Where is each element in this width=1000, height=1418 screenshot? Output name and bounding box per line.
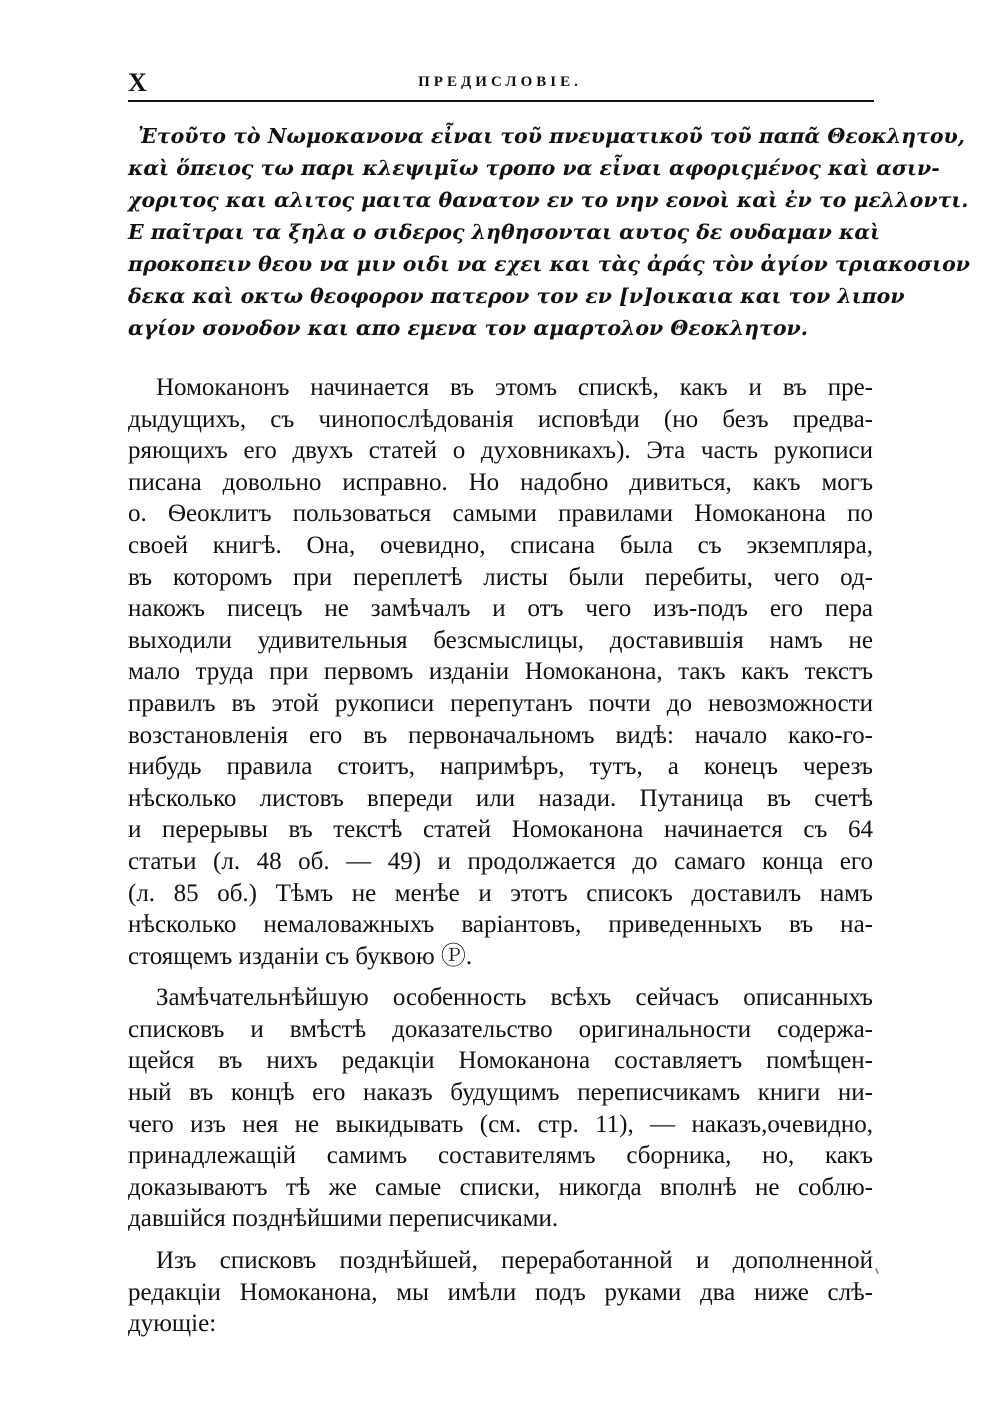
greek-line: αγίον σονοδον και απο εμενα τον αμαρτολον Θεοκλητον. [128, 316, 808, 340]
text-line: щейся въ нихъ редакціи Номоканона составляетъ помѣщен- [128, 1047, 873, 1075]
text-line: своей книгѣ. Она, очевидно, списана была съ экземпляра, [128, 531, 873, 559]
greek-inscription [128, 120, 970, 344]
text-line: дыдущихъ, съ чинопослѣдованія исповѣди (но безъ предва- [128, 405, 873, 433]
page-header [128, 68, 872, 98]
text-line: стоящемъ изданіи съ буквою Ⓟ. [128, 942, 473, 970]
paragraph-nomocanon-list [128, 372, 873, 972]
greek-line: Ε παῖτραι τα ξηλα ο σιδερος ληθησονται αυτος δε ουδαμαν καὶ [128, 220, 881, 244]
text-line: (л. 85 об.) Тѣмъ не менѣе и этотъ списокъ доставилъ намъ [128, 879, 873, 907]
greek-line: Ἐτοῦτο τὸ Νωμοκανονα εἶναι τοῦ πνευματικοῦ τοῦ παπᾶ Θεοκλητου, [138, 124, 965, 148]
text-line: редакціи Номоканона, мы имѣли подъ руками два ниже слѣ- [128, 1278, 873, 1306]
text-line: нѣсколько немаловажныхъ варіантовъ, приведенныхъ въ на- [128, 911, 873, 939]
text-line: списковъ и вмѣстѣ доказательство оригинальности содержа- [128, 1015, 873, 1043]
text-line: дующіе: [128, 1310, 217, 1338]
text-line: писана довольно исправно. Но надобно дивиться, какъ могъ [128, 468, 873, 496]
text-line: и перерывы въ текстѣ статей Номоканона начинается съ 64 [128, 816, 873, 844]
text-line: накожъ писецъ не замѣчалъ и отъ чего изъ-подъ его пера [128, 595, 873, 623]
text-line: нибудь правила стоитъ, напримѣръ, тутъ, а конецъ черезъ [128, 753, 873, 781]
text-line: доказываютъ тѣ же самые списки, никогда вполнѣ не соблю- [128, 1173, 873, 1201]
text-line: о. Ѳеоклитъ пользоваться самыми правилами Номоканона по [128, 500, 873, 528]
greek-line: προκοπειν θεου να μιν οιδι να εχει και τὰς ἀράς τὸν ἀγίον τριακοσιον [128, 252, 970, 276]
text-line: ный въ концѣ его наказъ будущимъ переписчикамъ книги ни- [128, 1079, 873, 1107]
body-text [128, 372, 873, 1340]
text-line: Номоканонъ начинается въ этомъ спискѣ, какъ и въ пре- [156, 374, 873, 401]
text-line: Изъ списковъ позднѣйшей, переработанной и дополненной [156, 1247, 873, 1275]
greek-line: καὶ ὅπειος τω παρι κλεψιμῖω τροπο να εἶναι αφοριςμένος καὶ ασιν- [128, 156, 940, 180]
text-line: ряющихъ его двухъ статей о духовникахъ). Эта часть рукописи [128, 437, 873, 465]
text-line: чего изъ нея не выкидывать (см. стр. 11), — наказъ,очевидно, [128, 1110, 873, 1138]
text-line: правилъ въ этой рукописи перепутанъ почти до невозможности [128, 689, 873, 717]
paragraph-peculiarity [128, 982, 873, 1235]
text-line: давшійся позднѣйшими переписчиками. [128, 1205, 559, 1233]
running-head: ПРЕДИСЛОВІЕ. [418, 74, 582, 90]
text-line: статьи (л. 48 об. — 49) и продолжается до самаго конца его [128, 847, 873, 875]
page-number: X [128, 68, 147, 97]
greek-line: δεκα καὶ οκτω θεοφορον πατερον τον εν [ν]οικαια και τον λιπον [128, 284, 905, 308]
text-line: выходили удивительныя безсмыслицы, доставившія намъ не [128, 626, 873, 654]
text-line: Замѣчательнѣйшую особенность всѣхъ сейчасъ описанныхъ [156, 984, 873, 1012]
text-line: возстановленія его въ первоначальномъ видѣ: начало како-го- [128, 721, 873, 749]
text-line: мало труда при первомъ изданіи Номоканона, такъ какъ текстъ [128, 658, 873, 686]
scan-speck [875, 1268, 879, 1274]
text-line: въ которомъ при переплетѣ листы были перебиты, чего од- [128, 563, 873, 591]
paragraph-later-redaction [128, 1245, 873, 1340]
text-line: нѣсколько листовъ впереди или назади. Путаница въ счетѣ [128, 784, 873, 812]
text-line: принадлежащій самимъ составителямъ сборника, но, какъ [128, 1142, 873, 1170]
header-rule [128, 100, 874, 102]
greek-line: χοριτος και αλιτος μαιτα θανατον εν το νην εονοὶ καὶ ἐν το μελλοντι. [128, 188, 969, 212]
